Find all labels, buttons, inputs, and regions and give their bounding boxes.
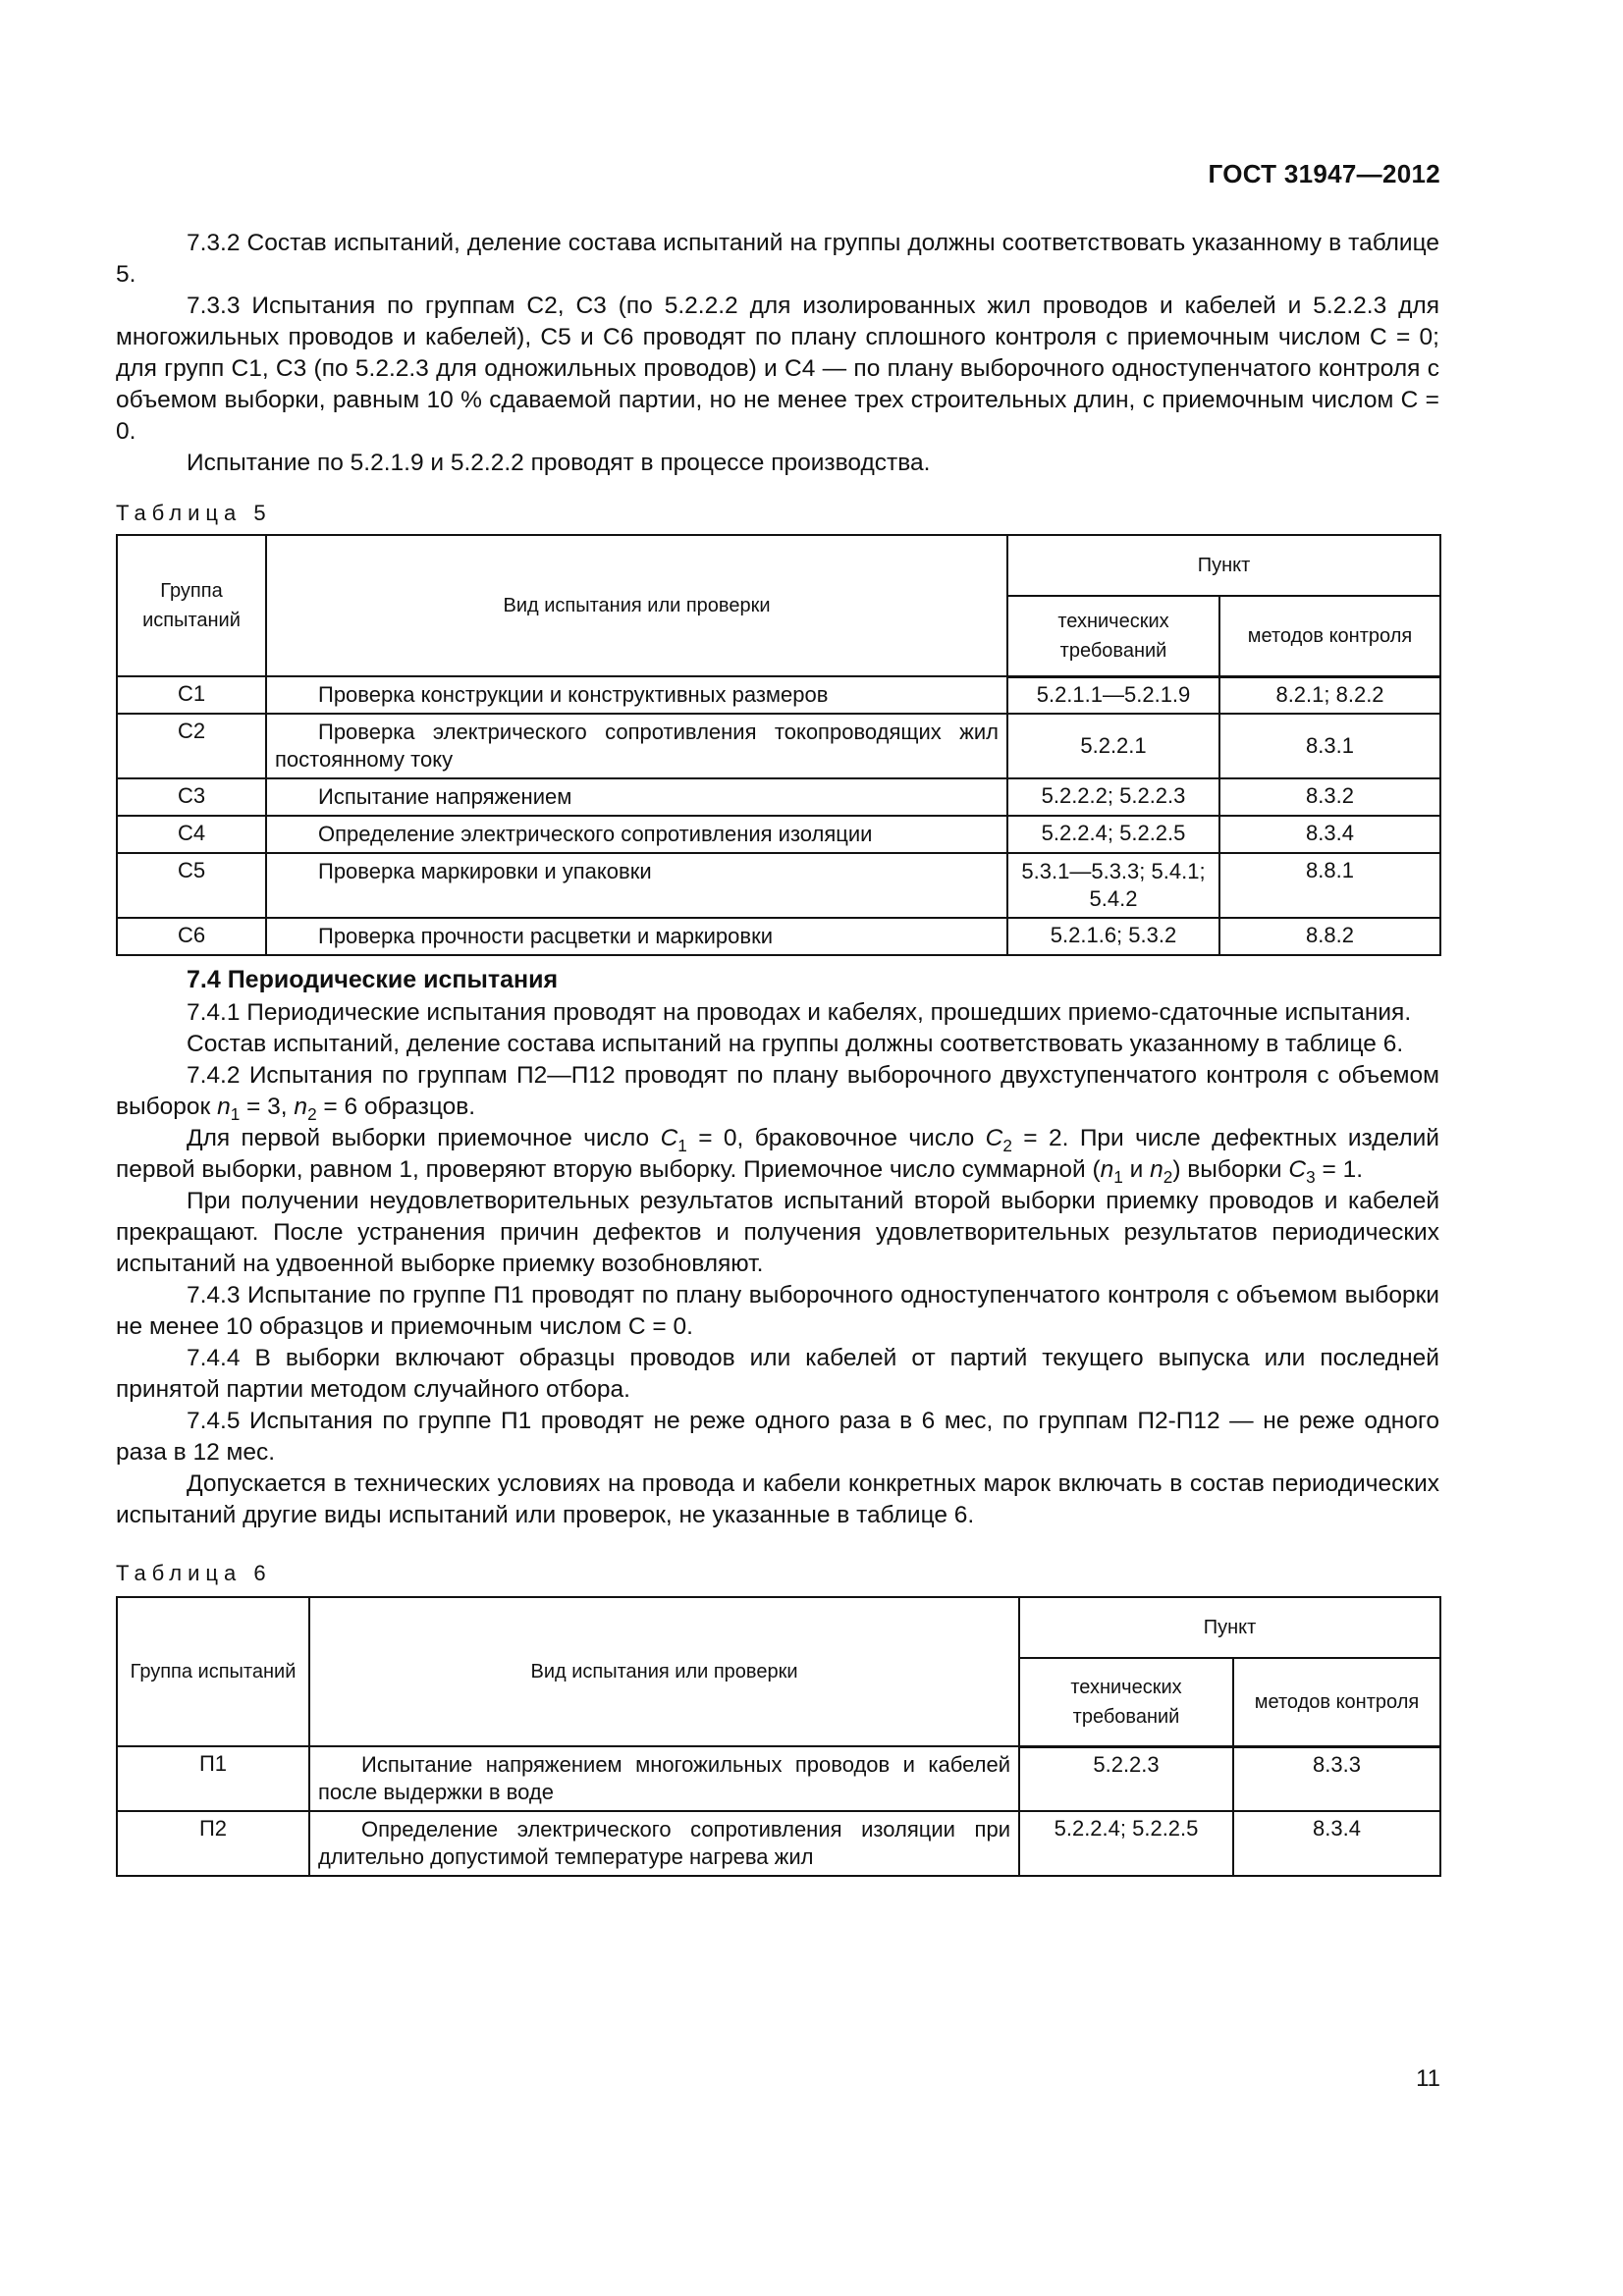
table6-cell-tech: 5.2.2.4; 5.2.2.5 [1019, 1811, 1233, 1876]
table-row [117, 816, 1440, 853]
table6-caption: Таблица 6 [116, 1561, 272, 1585]
table-row [117, 714, 1440, 778]
table5-cell-group: С3 [117, 778, 266, 816]
paragraph-7-3-3: 7.3.3 Испытания по группам С2, С3 (по 5.2.2.2 для изолированных жил проводов и кабелей и 5.2.2.3 для многожильных проводов и кабелей), С5 и С6 проводят по плану сплошного контроля с приемочным числом C = 0; для групп С1, С3 (по 5.2.2.3 для одножильных проводов) и С4 — по плану выборочного одноступенчатого контроля с объемом выборки, равным 10 % сдаваемой партии, но не менее трех строительных длин, с приемочным числом C = 0. [116, 293, 1439, 445]
paragraph-7-3-2: 7.3.2 Состав испытаний, деление состава испытаний на группы должны соответствовать указанному в таблице 5. [116, 230, 1439, 288]
table5-cell-kind: Проверка электрического сопротивления токопроводящих жил постоянному току [266, 714, 1007, 778]
table6-cell-methods: 8.3.3 [1233, 1746, 1440, 1811]
paragraph-production-test: Испытание по 5.2.1.9 и 5.2.2.2 проводят в процессе производства. [187, 450, 931, 476]
table5-cell-group: С4 [117, 816, 266, 853]
table5-cell-methods: 8.3.4 [1219, 816, 1440, 853]
table5-cell-methods: 8.8.2 [1219, 918, 1440, 955]
table5-cell-tech: 5.2.2.2; 5.2.2.3 [1007, 778, 1219, 816]
table5-cell-kind: Проверка конструкции и конструктивных размеров [266, 676, 1007, 714]
table5-cell-group: С5 [117, 853, 266, 918]
table-6 [116, 1596, 1441, 1877]
table6-cell-kind: Определение электрического сопротивления изоляции при длительно допустимой температуре нагрева жил [309, 1811, 1019, 1876]
table6-header-kind: Вид испытания или проверки [309, 1597, 1019, 1746]
paragraph-7-4-2: 7.4.2 Испытания по группам П2—П12 проводят по плану выборочного двухступенчатого контроля с объемом выборок $n_1 = 3$, $n_2 = 6$ образцов. [116, 1062, 1439, 1124]
table5-caption: Таблица 5 [116, 501, 272, 525]
table5-header-tech: технических требований [1007, 596, 1219, 676]
table5-cell-methods: 8.3.1 [1219, 714, 1440, 778]
table6-cell-group: П1 [117, 1746, 309, 1811]
table6-header-tech: технических требований [1019, 1658, 1233, 1746]
table5-cell-methods: 8.3.2 [1219, 778, 1440, 816]
table5-cell-kind: Испытание напряжением [266, 778, 1007, 816]
table-row [117, 918, 1440, 955]
table6-header-clause: Пункт [1019, 1597, 1440, 1658]
table-row [117, 676, 1440, 714]
table5-cell-kind: Определение электрического сопротивления изоляции [266, 816, 1007, 853]
paragraph-7-4-1: 7.4.1 Периодические испытания проводят на проводах и кабелях, прошедших приемо-сдаточные испытания. [187, 999, 1412, 1026]
table5-header-clause: Пункт [1007, 535, 1440, 596]
table5-cell-tech: 5.2.2.4; 5.2.2.5 [1007, 816, 1219, 853]
paragraph-table6-ref: Состав испытаний, деление состава испытаний на группы должны соответствовать указанному в таблице 6. [187, 1031, 1404, 1057]
table5-cell-tech: 5.2.2.1 [1007, 714, 1219, 778]
paragraph-unsatisfactory-results: При получении неудовлетворительных результатов испытаний второй выборки приемку проводов и кабелей прекращают. После устранения причин дефектов и получения удовлетворительных результатов периодических испытаний на удвоенной выборке приемку возобновляют. [116, 1188, 1439, 1277]
table5-cell-group: С6 [117, 918, 266, 955]
table6-header-methods: методов контроля [1233, 1658, 1440, 1746]
page-content [116, 228, 1439, 1877]
table6-header-group: Группа испытаний [117, 1597, 309, 1746]
table5-cell-tech: 5.3.1—5.3.3; 5.4.1; 5.4.2 [1007, 853, 1219, 918]
document-header: ГОСТ 31947—2012 [1208, 159, 1440, 188]
table5-cell-kind: Проверка маркировки и упаковки [266, 853, 1007, 918]
table-row [117, 853, 1440, 918]
table5-header-methods: методов контроля [1219, 596, 1440, 676]
paragraph-sampling-numbers: Для первой выборки приемочное число $C_1 = 0$, браковочное число $C_2 = 2$. При числе дефектных изделий первой выборки, равном 1, проверяют вторую выборку. Приемочное число суммарной ($n_1$ и $n_2$) выборки $C_3 = 1$. [116, 1125, 1439, 1187]
table6-cell-group: П2 [117, 1811, 309, 1876]
table6-cell-methods: 8.3.4 [1233, 1811, 1440, 1876]
table5-cell-methods: 8.8.1 [1219, 853, 1440, 918]
table5-cell-tech: 5.2.1.6; 5.3.2 [1007, 918, 1219, 955]
table6-cell-tech: 5.2.2.3 [1019, 1746, 1233, 1811]
paragraph-7-4-5: 7.4.5 Испытания по группе П1 проводят не реже одного раза в 6 мес, по группам П2-П12 — не реже одного раза в 12 мес. [116, 1408, 1439, 1466]
table-row [117, 778, 1440, 816]
table5-cell-kind: Проверка прочности расцветки и маркировки [266, 918, 1007, 955]
section-7-4-title: 7.4 Периодические испытания [187, 966, 559, 993]
paragraph-7-4-3: 7.4.3 Испытание по группе П1 проводят по плану выборочного одноступенчатого контроля с объемом выборки не менее 10 образцов и приемочным числом C = 0. [116, 1282, 1439, 1340]
table6-cell-kind: Испытание напряжением многожильных проводов и кабелей после выдержки в воде [309, 1746, 1019, 1811]
table5-cell-tech: 5.2.1.1—5.2.1.9 [1007, 676, 1219, 714]
table5-cell-group: С2 [117, 714, 266, 778]
table-5 [116, 534, 1441, 956]
table5-cell-group: С1 [117, 676, 266, 714]
table-row [117, 1746, 1440, 1811]
table5-header-kind: Вид испытания или проверки [266, 535, 1007, 676]
table-row [117, 1811, 1440, 1876]
table5-cell-methods: 8.2.1; 8.2.2 [1219, 676, 1440, 714]
paragraph-additional-tests: Допускается в технических условиях на провода и кабели конкретных марок включать в состав периодических испытаний другие виды испытаний или проверок, не указанные в таблице 6. [116, 1470, 1439, 1528]
paragraph-7-4-4: 7.4.4 В выборки включают образцы проводов или кабелей от партий текущего выпуска или последней принятой партии методом случайного отбора. [116, 1345, 1439, 1403]
table5-header-group: Группа испытаний [117, 535, 266, 676]
page-number: 11 [1416, 2065, 1440, 2092]
